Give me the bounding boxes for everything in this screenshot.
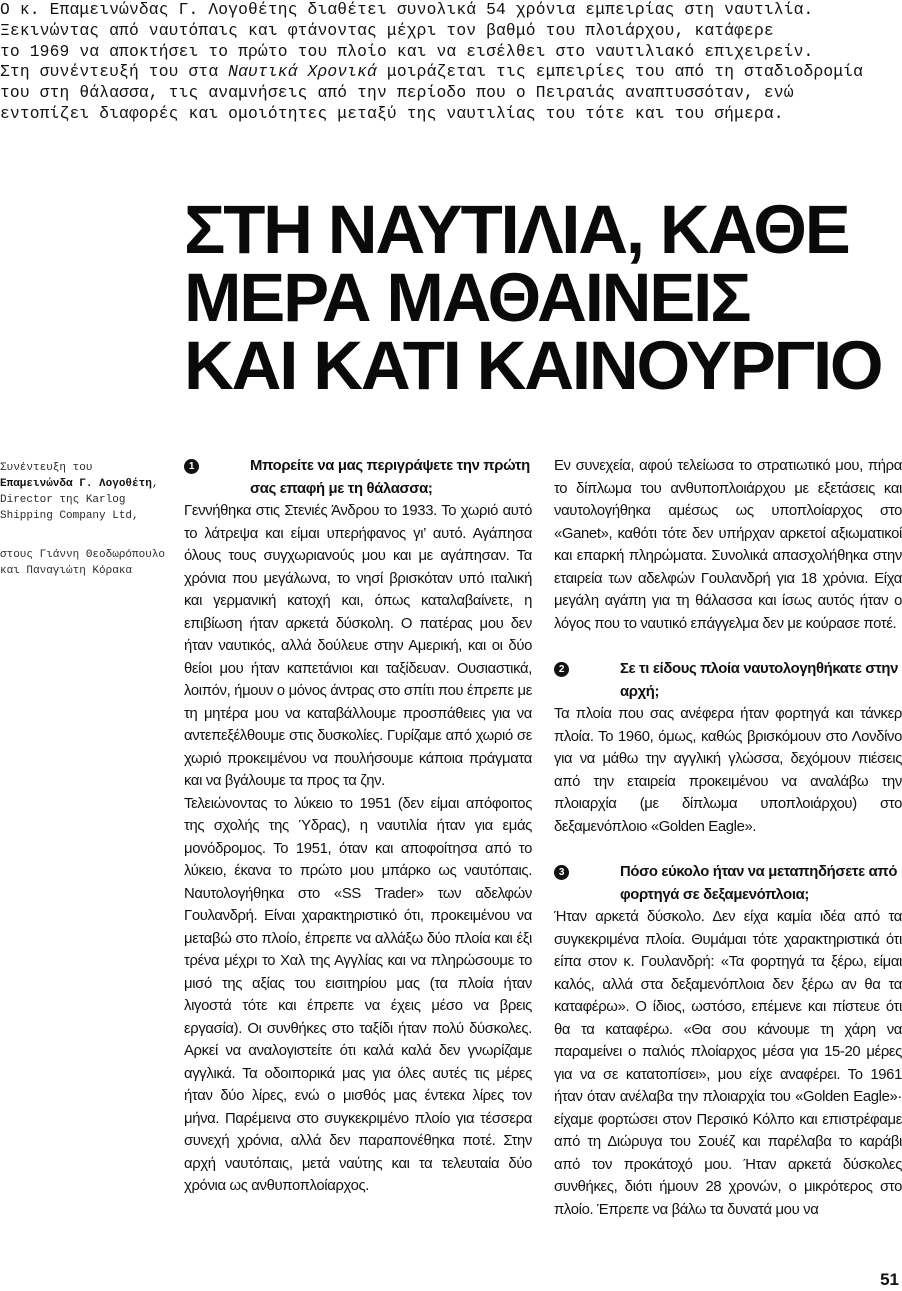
- question-number-badge: 2: [554, 662, 569, 677]
- interview-credits: [0, 460, 175, 579]
- qa-block: [554, 658, 902, 838]
- intro-line: του στη θάλασσα, τις αναμνήσεις από την περίοδο που ο Πειραιάς αναπτυσσόταν, ενώ: [0, 83, 794, 103]
- question-text: Σε τι είδους πλοία ναυτολογηθήκατε στην αρχή;: [620, 661, 899, 700]
- intro-line: το 1969 να αποκτήσει το πρώτο του πλοίο και να εισέλθει στο ναυτιλιακό επιχειρείν.: [0, 41, 814, 61]
- intro-text: Στη συνέντευξή του στα: [0, 62, 229, 82]
- interviewers: και Παναγιώτη Κόρακα: [0, 565, 133, 577]
- intro-line: εντοπίζει διαφορές και ομοιότητες μεταξύ της ναυτιλίας του τότε και του σήμερα.: [0, 103, 784, 123]
- interviewee-company: Shipping Company Ltd,: [0, 510, 139, 522]
- intro-line: Ξεκινώντας από ναυτόπαις και φτάνοντας μέχρι τον βαθμό του πλοιάρχου, κατάφερε: [0, 20, 774, 40]
- intro-line: Ο κ. Επαμεινώνδας Γ. Λογοθέτης διαθέτει συνολικά 54 χρόνια εμπειρίας στη ναυτιλία.: [0, 0, 814, 19]
- intro-text: μοιράζεται τις εμπειρίες του από τη σταδιοδρομία: [376, 62, 864, 82]
- question-text: Πόσο εύκολο ήταν να μεταπηδήσετε από φορτηγά σε δεξαμενόπλοια;: [620, 864, 898, 903]
- answer-paragraph: Γεννήθηκα στις Στενιές Άνδρου το 1933. Το χωριό αυτό το λάτρεψα και είμαι υπερήφανος γι’ αυτό. Αγάπησα όλους τους συγχωριανούς μου και με αγάπησαν. Τα χρόνια που μεγάλωνα, το νησί βρισκόταν υπό ιταλική και γερμανική κατοχή και, όπως καταλαβαίνετε, η επιβίωση ήταν αρκετά δύσκολη. Ο πατέρας μου δεν ήταν ναυτικός, αλλά δούλευε στην Αμερική, και οι δύο θείοι μου ήταν καπετάνιοι και ταξίδευαν. Ουσιαστικά, λοιπόν, ήμουν ο μόνος άντρας στο σπίτι που έπρεπε με τη μητέρα μου να καταβάλλουμε προσπάθειες για να αντεπεξέλθουμε στις δυσκολίες. Γυρίζαμε από χωριό σε χωριό προκειμένου να πουλήσουμε κάποια πράγματα και να βγάλουμε τα προς τα ζην.: [184, 503, 532, 789]
- intro-paragraph: [0, 0, 902, 125]
- interviewee-role: Director της Karlog: [0, 494, 126, 506]
- qa-block: [554, 861, 902, 1221]
- punctuation: ,: [151, 478, 159, 490]
- answer-paragraph: Ήταν αρκετά δύσκολο. Δεν είχα καμία ιδέα από τα συγκεκριμένα πλοία. Θυμάμαι τότε χαρακτηριστικά ότι είπα στον κ. Γουλανδρή: «Τα φορτηγά τα ξέρω, είμαι καλός, αλλά στα δεξαμενόπλοια δεν ξέρω αν θα τα καταφέρω». Ο ίδιος, ωστόσο, επέμενε και πίστευε ότι θα τα καταφέρω. «Θα σου κάνουμε τη χάρη να παραμείνει ο παλιός πλοίαρχος μέσα για 15-20 μέρες για να σε κατατοπίσει», μου είχε αναφέρει. Το 1961 ήταν όταν ανέλαβα την πλοιαρχία του «Golden Eagle»· είχαμε φορτώσει στον Περσικό Κόλπο και επιστρέφαμε από τη Διώρυγα του Σουέζ και παρέλαβα το καράβι από τον προκάτοχό μου. Ήταν αρκετά δύσκολες συνθήκες, διότι ήμουν 28 χρονών, ο μικρότερος στο πλοίο. Έπρεπε να βάλω τα δυνατά μου να: [554, 909, 902, 1218]
- intro-line: [0, 62, 902, 83]
- question-text: Μπορείτε να μας περιγράψετε την πρώτη σας επαφή με τη θάλασσα;: [250, 458, 530, 497]
- magazine-title: Ναυτικά Χρονικά: [228, 62, 377, 82]
- answer-paragraph: Εν συνεχεία, αφού τελείωσα το στρατιωτικό μου, πήρα το δίπλωμα του ανθυποπλοιάρχου με εξετάσεις και ναυτολογήθηκα αμέσως ως υποπλοίαρχος στο «Ganet», καθότι τότε δεν υπήρχαν αρκετοί αξιωματικοί και επαρκή πληρώματα. Συνολικά απασχολήθηκα στην εταιρεία των αδελφών Γουλανδρή για 18 χρόνια. Είχα μεγάλη αγάπη για τη θάλασσα και ίσως αυτός ήταν ο λόγος που το ναυτικό επάγγελμα δεν με κούρασε ποτέ.: [554, 458, 902, 632]
- article-column-right: [554, 455, 902, 1221]
- answer-paragraph: Τα πλοία που σας ανέφερα ήταν φορτηγά και τάνκερ πλοία. Το 1960, όμως, καθώς βρισκόμουν στο Λονδίνο για να μάθω την αγγλική γλώσσα, δεχόμουν πιέσεις από την εταιρεία προκειμένου να αναλάβω την πλοιαρχία (με δίπλωμα υποπλοιάρχου) στο δεξαμενόπλοιο «Golden Eagle».: [554, 706, 902, 835]
- article-column-left: [184, 455, 532, 1198]
- page-number: 51: [880, 1270, 899, 1289]
- interviewee-name: Επαμεινώνδα Γ. Λογοθέτη: [0, 478, 152, 490]
- headline-line: ΚΑΙ ΚΑΤΙ ΚΑΙΝΟΥΡΓΙΟ: [184, 327, 882, 404]
- interviewers: στους Γιάννη Θεοδωρόπουλο: [0, 549, 166, 561]
- answer-paragraph: Τελειώνοντας το λύκειο το 1951 (δεν είμαι απόφοιτος της σχολής της Ύδρας), η ναυτιλία ήταν για εμάς μονόδρομος. Το 1951, όταν και αποφοίτησα από το λύκειο, έκανα το πρώτο μου μπάρκο ως ναυτόπαις. Ναυτολογήθηκα στο «SS Trader» των αδελφών Γουλανδρή. Είναι χαρακτηριστικό ότι, προκειμένου να μεταβώ στο πλοίο, έπρεπε να αλλάξω δύο πλοία και έξι τρένα μέχρι το Χαλ της Αγγλίας και να πληρώσουμε το μισό της αξίας του εισιτηρίου μας (τα πλοία ήταν λιγοστά τότε και έπρεπε να έχεις μέσο να βρεις εργασία). Οι συνθήκες στο ταξίδι ήταν πολύ δύσκολες. Αρκεί να αναλογιστείτε ότι καλά καλά δεν γνωρίζαμε αγγλικά. Τα οδοιπορικά μας για όλες αυτές τις μέρες ήταν δύο λίρες, ενώ ο μισθός μας έντεκα λίρες τον μήνα. Παρέμεινα στο συγκεκριμένο πλοίο για τέσσερα συνεχή χρόνια, αλλά δεν παραπονέθηκα ποτέ. Στην αρχή ναυτόπαις, μετά ναύτης και τα τελευταία δύο χρόνια ως ανθυποπλοίαρχος.: [184, 795, 532, 1194]
- qa-block: [184, 455, 532, 1198]
- interview-label: Συνέντευξη του: [0, 462, 93, 474]
- question-number-badge: 1: [184, 459, 199, 474]
- question-number-badge: 3: [554, 865, 569, 880]
- question: [554, 658, 902, 703]
- article-headline: [184, 191, 902, 404]
- headline-line: ΜΕΡΑ ΜΑΘΑΙΝΕΙΣ: [184, 259, 750, 336]
- question: [554, 861, 902, 906]
- headline-line: ΣΤΗ ΝΑΥΤΙΛΙΑ, ΚΑΘΕ: [184, 191, 849, 268]
- question: [184, 455, 532, 500]
